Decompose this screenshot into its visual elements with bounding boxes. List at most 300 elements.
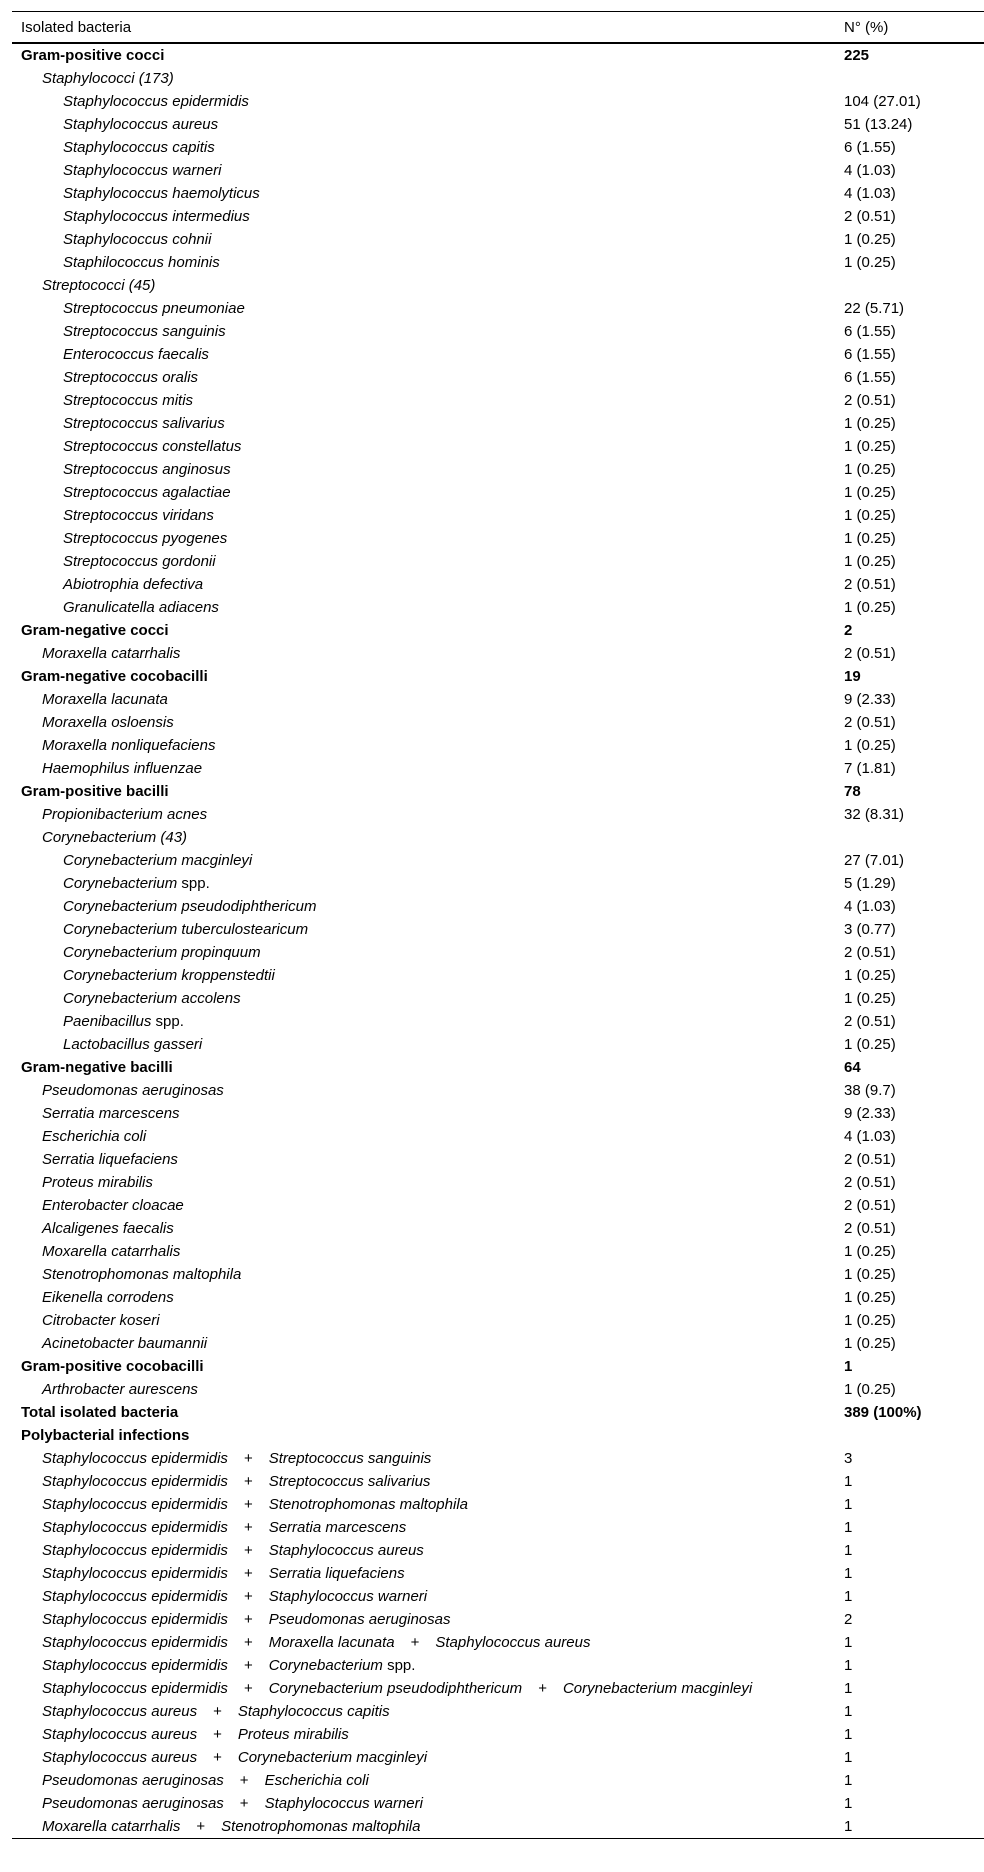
header-count-percent: N° (%) [844,12,984,44]
plus-sign: + [243,1657,253,1674]
species-name: Haemophilus influenzae [42,760,203,777]
table-row [12,412,984,435]
bacteria-name [12,1447,844,1470]
table-row [12,734,984,757]
species-name: Streptococcus viridans [63,507,214,524]
table-row [12,1815,984,1839]
species-name: Staphylococcus epidermidis [42,1542,228,1559]
bacteria-name [12,1539,844,1562]
count-cell: 1 [844,1749,853,1766]
bacteria-name [12,757,844,780]
species-name: Staphylococcus epidermidis [42,1680,228,1697]
plus-sign: + [213,1749,222,1766]
category-label: Gram-positive cocci [21,47,165,64]
bacteria-name [12,435,844,458]
bacteria-name [12,550,844,573]
bacteria-name [12,1792,844,1815]
table-row [12,1677,984,1700]
table-row [12,895,984,918]
count-cell: 51 (13.24) [844,116,913,133]
species-name: Staphylococcus epidermidis [42,1634,228,1651]
table-row [12,458,984,481]
count-cell [844,1424,984,1447]
plus-sign: + [538,1680,547,1697]
count-cell: 1 [844,1542,853,1559]
table-row [12,320,984,343]
count-cell: 1 (0.25) [844,1243,896,1260]
count-cell: 2 (0.51) [844,208,896,225]
count-cell: 4 (1.03) [844,898,896,915]
bacteria-name [12,734,844,757]
category-row [12,43,984,67]
bacteria-name [12,136,844,159]
table-row [12,1171,984,1194]
species-name: Staphylococcus epidermidis [42,1450,228,1467]
table-row [12,1470,984,1493]
bacteria-name [12,895,844,918]
table-row [12,1654,984,1677]
table-body [12,43,984,1839]
table-row [12,1631,984,1654]
count-cell: 1 (0.25) [844,484,896,501]
species-name: Staphylococcus haemolyticus [63,185,260,202]
table-row [12,481,984,504]
bacteria-name [12,1700,844,1723]
count-cell: 2 (0.51) [844,1220,896,1237]
bacteria-name [12,1171,844,1194]
bacteria-name [12,1677,844,1700]
species-name: Acinetobacter baumannii [42,1335,208,1352]
table-row [12,435,984,458]
count-cell: 2 (0.51) [844,645,896,662]
species-name: Arthrobacter aurescens [42,1381,198,1398]
bacteria-name [12,987,844,1010]
table-row [12,550,984,573]
table-row [12,1194,984,1217]
species-name: Pseudomonas aeruginosas [42,1082,224,1099]
table-row [12,1493,984,1516]
species-name: Abiotrophia defectiva [63,576,204,593]
bacteria-name [12,527,844,550]
table-row [12,1447,984,1470]
bacteria-name [12,1631,844,1654]
species-name: Escherichia coli [264,1772,369,1789]
species-name: Streptococcus pneumoniae [63,300,245,317]
count-cell [844,67,984,90]
table-row [12,1148,984,1171]
count-cell: 1 [844,1588,853,1605]
count-cell: 1 [844,1473,853,1490]
species-name: Staphylococcus aureus [42,1703,198,1720]
count-cell: 1 (0.25) [844,507,896,524]
bacteria-name [12,320,844,343]
species-name: Pseudomonas aeruginosas [42,1772,224,1789]
species-name: Corynebacterium pseudodiphthericum [268,1680,523,1697]
bacteria-name [12,1309,844,1332]
table-header [12,12,984,44]
bacteria-name [12,1585,844,1608]
bacteria-name [12,1769,844,1792]
table-row [12,596,984,619]
table-row [12,941,984,964]
table-row [12,228,984,251]
plus-sign: + [239,1795,249,1812]
species-name: Eikenella corrodens [42,1289,174,1306]
species-name: Paenibacillus [63,1013,152,1030]
bacteria-name [12,228,844,251]
count-cell: 2 (0.51) [844,714,896,731]
category-label: Total isolated bacteria [21,1404,179,1421]
count-cell: 6 (1.55) [844,369,896,386]
count-cell: 1 [844,1772,853,1789]
species-name: Corynebacterium (43) [42,829,188,846]
name-suffix: spp. [151,1013,184,1030]
bacteria-name [12,389,844,412]
bacteria-name [12,1493,844,1516]
bacteria-name [12,412,844,435]
species-name: Propionibacterium acnes [42,806,208,823]
category-row [12,780,984,803]
bacteria-name [12,642,844,665]
species-name: Proteus mirabilis [237,1726,349,1743]
table-row [12,159,984,182]
category-label: Polybacterial infections [21,1427,190,1444]
count-cell: 2 (0.51) [844,944,896,961]
category-row [12,1355,984,1378]
bacteria-name [12,803,844,826]
species-name: Enterobacter cloacae [42,1197,184,1214]
species-name: Corynebacterium macginleyi [562,1680,753,1697]
species-name: Stenotrophomonas maltophila [42,1266,242,1283]
plus-sign: + [196,1818,206,1835]
species-name: Moxarella catarrhalis [42,1818,181,1835]
category-row [12,665,984,688]
species-name: Staphylococcus warneri [63,162,222,179]
bacteria-name [12,1746,844,1769]
header-isolated-bacteria: Isolated bacteria [12,12,844,44]
table-row [12,90,984,113]
count-cell [844,826,984,849]
count-cell: 38 (9.7) [844,1082,896,1099]
bacteria-name [12,573,844,596]
species-name: Corynebacterium propinquum [63,944,261,961]
plus-sign: + [410,1634,420,1651]
species-name: Moxarella catarrhalis [42,1243,181,1260]
species-name: Staphylococci (173) [42,70,174,87]
count-cell: 27 (7.01) [844,852,905,869]
plus-sign: + [243,1634,253,1651]
species-name: Streptococci (45) [42,277,156,294]
species-name: Staphylococcus epidermidis [42,1565,228,1582]
species-name: Corynebacterium pseudodiphthericum [63,898,317,915]
category-label: Gram-positive cocobacilli [21,1358,204,1375]
plus-sign: + [243,1519,253,1536]
count-cell [844,274,984,297]
species-name: Corynebacterium [268,1657,383,1674]
table-row [12,1240,984,1263]
count-cell: 1 (0.25) [844,530,896,547]
bacteria-name [12,1815,844,1839]
bacteria-name [12,1516,844,1539]
count-cell: 1 [844,1634,853,1651]
table-row [12,205,984,228]
count-cell: 1 (0.25) [844,737,896,754]
name-suffix: spp. [382,1657,416,1674]
count-cell: 1 (0.25) [844,1036,896,1053]
header-row [12,12,984,44]
table-row [12,182,984,205]
bacteria-name [12,826,844,849]
plus-sign: + [243,1450,253,1467]
species-name: Pseudomonas aeruginosas [42,1795,224,1812]
count-cell: 6 (1.55) [844,139,896,156]
species-name: Staphylococcus aureus [42,1749,198,1766]
count-cell: 5 (1.29) [844,875,896,892]
count-cell: 2 [844,622,853,639]
table-row [12,964,984,987]
category-label: Gram-negative cocobacilli [21,668,208,685]
count-cell: 2 (0.51) [844,1197,896,1214]
species-name: Lactobacillus gasseri [63,1036,203,1053]
table-row [12,1332,984,1355]
count-cell: 1 [844,1519,853,1536]
species-name: Stenotrophomonas maltophila [221,1818,421,1835]
count-cell: 1 [844,1358,853,1375]
table-row [12,1792,984,1815]
table-row [12,1516,984,1539]
species-name: Staphylococcus capitis [237,1703,390,1720]
bacteria-name [12,67,844,90]
species-name: Staphylococcus epidermidis [42,1611,228,1628]
table-row [12,1125,984,1148]
species-name: Streptococcus mitis [63,392,194,409]
count-cell: 1 (0.25) [844,553,896,570]
table-row [12,1723,984,1746]
bacteria-name [12,366,844,389]
species-name: Corynebacterium macginleyi [237,1749,428,1766]
species-name: Streptococcus gordonii [63,553,216,570]
table-row [12,1746,984,1769]
plus-sign: + [243,1542,253,1559]
bacteria-name [12,872,844,895]
table-row [12,527,984,550]
count-cell: 1 [844,1657,853,1674]
table-row [12,136,984,159]
species-name: Streptococcus sanguinis [268,1450,432,1467]
bacteria-name [12,113,844,136]
species-name: Pseudomonas aeruginosas [268,1611,451,1628]
bacteria-name [12,159,844,182]
table-row [12,343,984,366]
species-name: Staphylococcus epidermidis [42,1496,228,1513]
species-name: Streptococcus agalactiae [63,484,231,501]
species-name: Serratia liquefaciens [268,1565,405,1582]
bacteria-name [12,1378,844,1401]
bacteria-name [12,481,844,504]
count-cell: 225 [844,47,870,64]
table-row [12,1769,984,1792]
species-name: Streptococcus oralis [63,369,199,386]
table-row [12,67,984,90]
species-name: Corynebacterium macginleyi [63,852,253,869]
count-cell: 3 (0.77) [844,921,896,938]
table-row [12,1010,984,1033]
species-name: Staphylococcus aureus [268,1542,424,1559]
species-name: Staphylococcus epidermidis [63,93,249,110]
count-cell: 1 (0.25) [844,967,896,984]
table-row [12,1700,984,1723]
species-name: Staphylococcus aureus [435,1634,591,1651]
count-cell: 3 [844,1450,853,1467]
species-name: Streptococcus salivarius [63,415,225,432]
table-row [12,1608,984,1631]
species-name: Granulicatella adiacens [63,599,219,616]
count-cell: 19 [844,668,861,685]
count-cell: 1 (0.25) [844,990,896,1007]
count-cell: 32 (8.31) [844,806,905,823]
table-row [12,711,984,734]
species-name: Serratia liquefaciens [42,1151,178,1168]
category-label: Gram-negative cocci [21,622,169,639]
plus-sign: + [239,1772,249,1789]
plus-sign: + [213,1726,222,1743]
species-name: Staphylococcus cohnii [63,231,212,248]
plus-sign: + [213,1703,222,1720]
table-row [12,803,984,826]
count-cell: 1 (0.25) [844,599,896,616]
count-cell: 2 (0.51) [844,1174,896,1191]
species-name: Serratia marcescens [268,1519,407,1536]
bacteria-name [12,458,844,481]
bacteria-name [12,1608,844,1631]
table-row [12,688,984,711]
count-cell: 1 (0.25) [844,231,896,248]
bacteria-name [12,1470,844,1493]
count-cell: 2 (0.51) [844,1013,896,1030]
species-name: Staphylococcus warneri [268,1588,428,1605]
count-cell: 1 (0.25) [844,1289,896,1306]
bacteria-name [12,343,844,366]
table-row [12,1102,984,1125]
count-cell: 104 (27.01) [844,93,921,110]
bacteria-name [12,182,844,205]
bacteria-name [12,849,844,872]
plus-sign: + [243,1473,253,1490]
table-row [12,1309,984,1332]
category-label: Gram-positive bacilli [21,783,169,800]
count-cell: 78 [844,783,861,800]
species-name: Citrobacter koseri [42,1312,160,1329]
count-cell: 1 (0.25) [844,1312,896,1329]
bacteria-name [12,918,844,941]
bacteria-name [12,1562,844,1585]
category-row [12,619,984,642]
count-cell: 1 [844,1496,853,1513]
table-row [12,573,984,596]
species-name: Corynebacterium kroppenstedtii [63,967,275,984]
table-row [12,251,984,274]
species-name: Staphylococcus epidermidis [42,1657,228,1674]
bacteria-name [12,711,844,734]
bacteria-name [12,1217,844,1240]
bacteria-name [12,274,844,297]
count-cell: 4 (1.03) [844,1128,896,1145]
count-cell: 1 [844,1703,853,1720]
species-name: Enterococcus faecalis [63,346,209,363]
species-name: Corynebacterium [63,875,178,892]
species-name: Moraxella nonliquefaciens [42,737,216,754]
species-name: Streptococcus constellatus [63,438,242,455]
bacteria-name [12,596,844,619]
table-row [12,872,984,895]
species-name: Streptococcus anginosus [63,461,231,478]
count-cell: 1 (0.25) [844,1335,896,1352]
table-row [12,987,984,1010]
bacteria-name [12,1148,844,1171]
table-row [12,1286,984,1309]
bacteria-name [12,941,844,964]
species-name: Moraxella lacunata [42,691,168,708]
count-cell: 1 [844,1565,853,1582]
count-cell: 7 (1.81) [844,760,896,777]
bacteria-name [12,1654,844,1677]
count-cell: 2 [844,1611,853,1628]
bacteria-name [12,1010,844,1033]
table-row [12,757,984,780]
table-row [12,826,984,849]
table-row [12,849,984,872]
count-cell: 2 (0.51) [844,1151,896,1168]
name-suffix: spp. [177,875,210,892]
table-row [12,297,984,320]
species-name: Corynebacterium tuberculostearicum [63,921,309,938]
bacteria-table [12,11,984,1839]
species-name: Streptococcus salivarius [268,1473,431,1490]
table-row [12,1585,984,1608]
species-name: Staphylococcus intermedius [63,208,250,225]
count-cell: 4 (1.03) [844,162,896,179]
bacteria-name [12,297,844,320]
table-row [12,1079,984,1102]
count-cell: 1 [844,1795,853,1812]
bacteria-name [12,1723,844,1746]
species-name: Streptococcus sanguinis [63,323,226,340]
species-name: Serratia marcescens [42,1105,180,1122]
bacteria-name [12,504,844,527]
plus-sign: + [243,1611,253,1628]
species-name: Proteus mirabilis [42,1174,153,1191]
table-row [12,1033,984,1056]
count-cell: 9 (2.33) [844,691,896,708]
count-cell: 9 (2.33) [844,1105,896,1122]
plus-sign: + [243,1680,253,1697]
bacteria-name [12,1194,844,1217]
count-cell: 1 (0.25) [844,438,896,455]
count-cell: 1 (0.25) [844,461,896,478]
count-cell: 4 (1.03) [844,185,896,202]
species-name: Corynebacterium accolens [63,990,241,1007]
bacteria-name [12,1332,844,1355]
count-cell: 6 (1.55) [844,346,896,363]
species-name: Staphylococcus epidermidis [42,1473,228,1490]
table-row [12,274,984,297]
species-name: Staphilococcus hominis [63,254,220,271]
bacteria-name [12,1033,844,1056]
species-name: Staphylococcus epidermidis [42,1588,228,1605]
species-name: Staphylococcus epidermidis [42,1519,228,1536]
bacteria-name [12,1240,844,1263]
plus-sign: + [243,1496,253,1513]
